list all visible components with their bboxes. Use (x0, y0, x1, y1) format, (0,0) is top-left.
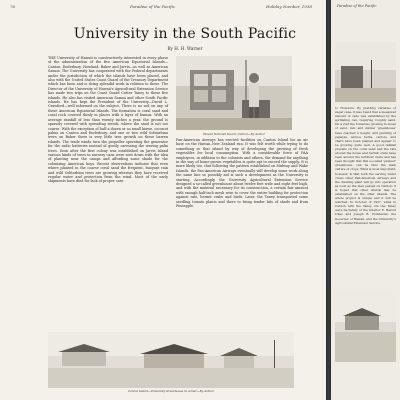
bottom-photo-caption: Canton Island—University Greenhouse in center—By Author (128, 389, 214, 393)
top-photo (176, 56, 292, 130)
right-bottom-photo (335, 292, 396, 362)
right-running-head: Paradise of the Pacific (337, 4, 377, 8)
right-page (331, 0, 400, 400)
top-photo-caption: Hawaii National Guard, Canton—By Author (203, 132, 265, 136)
bottom-photo (48, 332, 294, 388)
article-column-1: THE University of Hawaii is constructively interested in every phase of the administration of the five American Equatorial Islands—Canton, Enderbury, Howland, Baker and Jarvis—as well as American Samoa. The University has cooperated with the Federal departments under the jurisdiction of which the islands have been placed, and also with the United States Coast Guard of the Treasury Department which has been and is doing splendid work in relation to these. The Director of the University of Hawaii's Agricultural Extension Service has made two trips on the Coast Guard Cutter Taney to these five islands. He also has visited American Samoa and other South Pacific islands. He has kept the President of the University—David L. Crawford—well informed on the subject. There is no soil on any of these American Equatorial Islands. The formation is coral sand and coral rock covered thinly in places with a layer of humus. With an average rainfall of less than twenty inches a year, the ground is sparsely covered with spreading weeds, where the sand is not too coarse. With the exception of half a dozen or so small kiawe, coconut palms on Canton and Enderbury, and one or two wild Sobtarbina trees on Baker there is very little tree growth on these barren islands. The trade winds turn the propeller operating the generator for the radio batteries instead of gently caressing the waving palm trees. Soon after the first colony was established on Jarvis Island various kinds of trees in nursery cans were sent down with the idea of planting near the camps and affording some shade for the colonizing American boys. Recent observations indicate that even where planted in the coarse coral sand the frequent, buoyant rain and wild Sobtarbina trees are growing whereas they have received regular water and protection from the wind. Most of the early shipments have died for lack of proper care. (48, 56, 168, 184)
article-title: University in the South Pacific (73, 26, 297, 42)
running-date: Holiday Number, 1938 (266, 4, 312, 9)
byline: By H. H. Warner (167, 46, 203, 51)
running-head: Paradise of the Pacific (130, 4, 176, 9)
page-number: 76 (10, 4, 16, 9)
right-column-text: to Honolulu. By planting varieties of sugar cane, it was found that a measured amount of cane was established by the sprinkling can, requiring roughly sand. On a visit the Tomatoes growing in boxes of sand, rats and similar 'greenhouse' have reached a height, and planting of papayas, lettuce herbs, carrots, and chard have been planted and appear to be growing quite well. A good rainfall prevails on the coral sand and the rats around the house and hermit crabs have been around the fertilizer stubs and has been thought that this so-called 'pioneer' greenhouse, can be thus the main culture of crops. What is most important, however, is that both the serving water crews other Pan-American Airways and the dwelling plant will go into operation as soon as the men passed on Canton; it is hoped that other islands may be established on the other islands. The whole project is unique and it will be watched. In October of 1937, while in Canton with the Taney. On the Taney were Secretary of the Interior E. Harold Ickes and Joseph B. Poindexter, the Governor of Hawaii, and the University's Agricultural Extension Service. (335, 106, 396, 225)
article-column-2: Pan-American Airways has erected facilities on Canton Island for an air base on the Hawaii–New Zealand run. It was felt worth while trying to do something so that island by way of developing the growing of fresh vegetables for local consumption. With a considerable force of PAA employees, in addition to the colonists and others, the demand for anything in the way of home-grown vegetables is quite apt to exceed the supply. It is more likely too, that following the pattern established on Midway and Wake Islands, the Pan-American Airways eventually will develop some work along the same line so possibly aid is such a development as the University is starting. Accordingly, the University Agricultural Extension Service designed a so-called greenhouse about twelve feet wide and eight feet high, and with the material necessary for its construction, a certain fair amount with enough half-inch mesh wire to cover the entire building for protection against rats, hermit crabs and birds. Later, the Taney transported some seedling tomato plants and there to bring tender bits of shade and from Pineapple. (176, 138, 308, 209)
right-top-photo (335, 42, 396, 102)
